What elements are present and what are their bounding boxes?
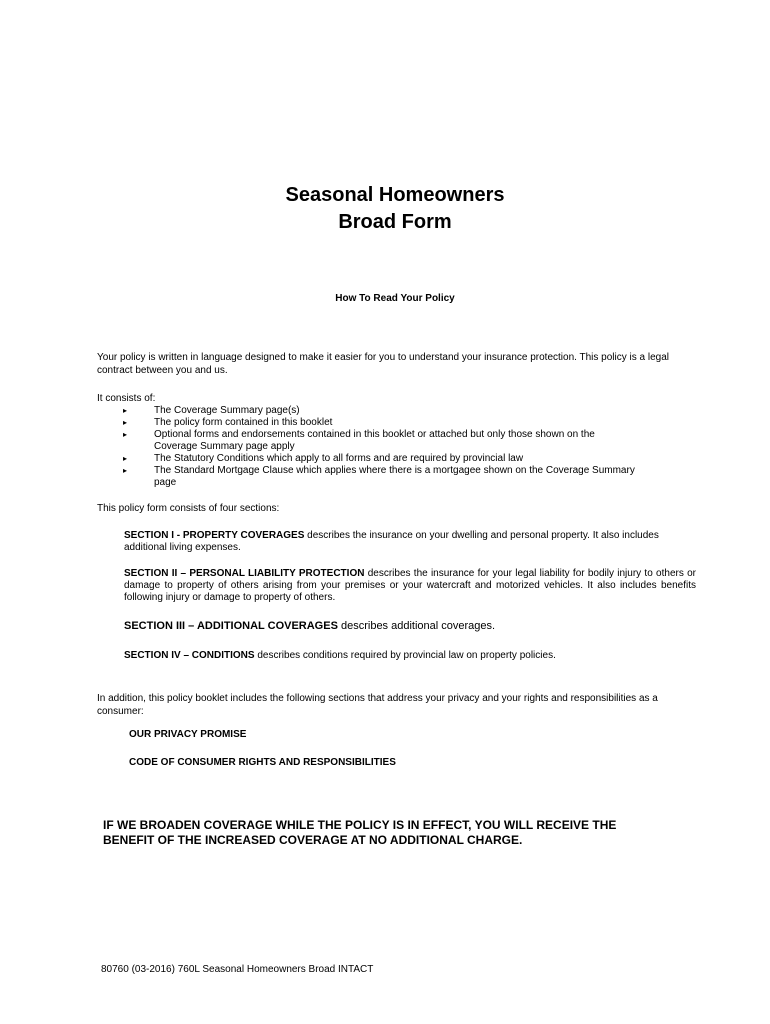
bullet-arrow-icon: ▸ xyxy=(123,430,128,439)
document-title-line-1: Seasonal Homeowners xyxy=(285,184,505,206)
section-4-text: describes conditions required by provincial law on property policies. xyxy=(254,650,556,661)
policy-components-list xyxy=(120,405,640,489)
list-item-text: Optional forms and endorsements contained in this booklet or attached but only those shown on the Coverage Summary page apply xyxy=(154,429,595,452)
section-2-description xyxy=(124,568,696,604)
bullet-arrow-icon: ▸ xyxy=(123,406,128,415)
list-item xyxy=(120,453,640,465)
section-2-text: describes the insurance for your legal liability for bodily injury to others or damage to property of others arising from your premises or your watercraft and motorized vehicles. It also includes benefits following injury or damage to property of others. xyxy=(124,568,696,603)
form-footer-code: 80760 (03-2016) 760L Seasonal Homeowners Broad INTACT xyxy=(101,964,374,975)
list-item xyxy=(120,405,640,417)
section-1-text: describes the insurance on your dwelling and personal property. It also includes additional living expenses. xyxy=(124,530,659,553)
consumer-code-heading: CODE OF CONSUMER RIGHTS AND RESPONSIBILITIES xyxy=(129,757,396,768)
bullet-arrow-icon: ▸ xyxy=(123,466,128,475)
section-4-heading: SECTION IV – CONDITIONS xyxy=(124,650,255,661)
bullet-arrow-icon: ▸ xyxy=(123,454,128,463)
section-3-text: describes additional coverages. xyxy=(337,620,496,632)
coverage-notice: IF WE BROADEN COVERAGE WHILE THE POLICY IS IN EFFECT, YOU WILL RECEIVE THE BENEFIT OF THE INCREASED COVERAGE AT NO ADDITIONAL CHARGE. xyxy=(103,818,617,847)
intro-paragraph: Your policy is written in language designed to make it easier for you to understand your insurance protection. This policy is a legal contract between you and us. xyxy=(97,352,669,376)
document-title-line-2: Broad Form xyxy=(338,211,452,233)
additional-sections-paragraph: In addition, this policy booklet includes the following sections that address your privacy and your rights and responsibilities as a consumer: xyxy=(97,693,658,717)
bullet-arrow-icon: ▸ xyxy=(123,418,128,427)
section-4-description xyxy=(124,650,696,662)
form-sections-intro: This policy form consists of four sections: xyxy=(97,503,280,514)
privacy-promise-heading: OUR PRIVACY PROMISE xyxy=(129,729,247,740)
list-item-text: The policy form contained in this booklet xyxy=(154,417,333,428)
section-2-heading: SECTION II – PERSONAL LIABILITY PROTECTION xyxy=(124,568,365,579)
consists-label: It consists of: xyxy=(97,393,156,404)
list-item-text: The Statutory Conditions which apply to all forms and are required by provincial law xyxy=(154,453,524,464)
section-subtitle: How To Read Your Policy xyxy=(335,293,455,304)
section-1-description xyxy=(124,530,696,554)
list-item-text: The Coverage Summary page(s) xyxy=(154,405,300,416)
list-item xyxy=(120,465,640,489)
section-3-heading: SECTION III – ADDITIONAL COVERAGES xyxy=(124,620,338,632)
list-item xyxy=(120,429,640,453)
section-1-heading: SECTION I - PROPERTY COVERAGES xyxy=(124,530,305,541)
list-item-text: The Standard Mortgage Clause which applies where there is a mortgagee shown on the Coverage Summary page xyxy=(154,465,635,488)
list-item xyxy=(120,417,640,429)
section-3-description xyxy=(124,620,696,632)
